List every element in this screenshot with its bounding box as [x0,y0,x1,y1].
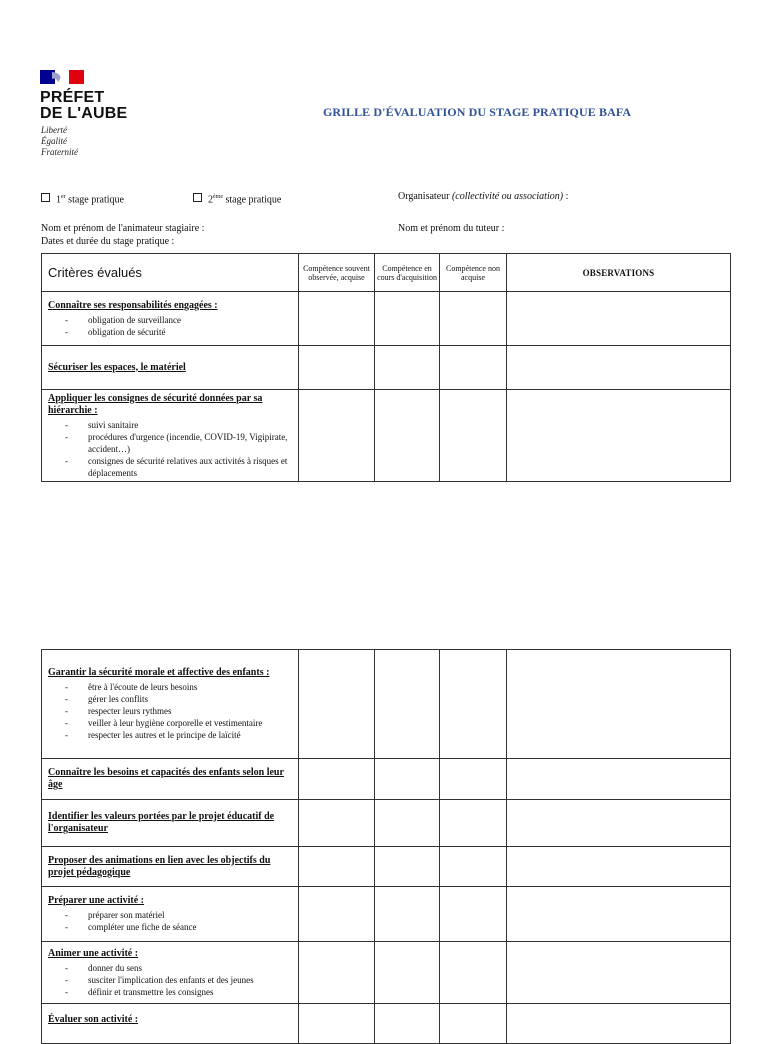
organisateur-hint: (collectivité ou association) [451,191,564,202]
col-en-cours-header: Compétence en cours d'acquisition [375,254,440,292]
observations-cell[interactable] [507,847,731,887]
en-cours-cell[interactable] [375,800,440,847]
en-cours-cell[interactable] [375,650,440,759]
table-row [42,346,731,390]
criterion-cell [42,887,299,942]
stage1-label: stage pratique [65,194,124,206]
en-cours-cell[interactable] [375,346,440,390]
table-row [42,847,731,887]
criterion-title: Garantir la sécurité morale et affective des enfants : [48,667,270,678]
criterion-title: Connaître les besoins et capacités des enfants selon leur âge [48,767,284,790]
acquise-cell[interactable] [299,942,375,1004]
document-title: GRILLE D'ÉVALUATION DU STAGE PRATIQUE BAFA [323,105,632,119]
criterion-item: - consignes de sécurité relatives aux activités à risques et déplacements [48,455,292,479]
observations-cell[interactable] [507,759,731,800]
col-acquise-header: Compétence souvent observée, acquise [299,254,375,292]
motto-egalite: Égalité [41,136,67,146]
criterion-item: - suivi sanitaire [48,419,292,431]
criterion-item: - respecter leurs rythmes [48,705,292,717]
table-row [42,759,731,800]
criteria-header: Critères évalués [42,254,299,292]
table-row [42,942,731,1004]
criterion-item: - susciter l'implication des enfants et des jeunes [48,974,292,986]
evaluation-table-2 [41,649,731,1044]
marianne-flag-logo [40,70,84,84]
non-acquise-cell[interactable] [440,800,507,847]
acquise-cell[interactable] [299,650,375,759]
criterion-cell [42,800,299,847]
table-row [42,390,731,482]
stage2-checkbox[interactable] [193,193,202,202]
non-acquise-cell[interactable] [440,346,507,390]
motto-fraternite: Fraternité [41,147,78,157]
table-header-row [42,254,731,292]
criterion-title: Appliquer les consignes de sécurité données par sa hiérarchie : [48,392,263,416]
observations-cell[interactable] [507,800,731,847]
criterion-item: - gérer les conflits [48,693,292,705]
criterion-item: - respecter les autres et le principe de laïcité [48,729,292,741]
stage2-sup: ème [213,194,223,200]
table-row [42,800,731,847]
organisateur-label: Organisateur [398,191,452,202]
observations-cell[interactable] [507,346,731,390]
non-acquise-cell[interactable] [440,942,507,1004]
acquise-cell[interactable] [299,847,375,887]
table-row [42,887,731,942]
criterion-item: - définir et transmettre les consignes [48,986,292,998]
stage2-label: stage pratique [223,194,282,206]
non-acquise-cell[interactable] [440,759,507,800]
criterion-item: - être à l'écoute de leurs besoins [48,681,292,693]
criterion-item: - obligation de surveillance [48,314,292,326]
criterion-item: - préparer son matériel [48,909,292,921]
en-cours-cell[interactable] [375,942,440,1004]
acquise-cell[interactable] [299,346,375,390]
criterion-cell [42,390,299,482]
acquise-cell[interactable] [299,800,375,847]
stage1-number: 1 [56,194,61,206]
acquise-cell[interactable] [299,390,375,482]
table-row [42,292,731,346]
en-cours-cell[interactable] [375,390,440,482]
criterion-title: Sécuriser les espaces, le matériel [48,361,186,373]
non-acquise-cell[interactable] [440,650,507,759]
criterion-title: Animer une activité : [48,947,139,959]
criterion-title: Proposer des animations en lien avec les objectifs du projet pédagogique [48,854,271,878]
observations-cell[interactable] [507,292,731,346]
criterion-cell [42,759,299,800]
non-acquise-cell[interactable] [440,887,507,942]
criterion-title: Connaître ses responsabilités engagées : [48,299,218,311]
criterion-cell [42,847,299,887]
criterion-cell [42,346,299,390]
observations-cell[interactable] [507,390,731,482]
tuteur-name-label: Nom et prénom du tuteur : [398,223,505,234]
acquise-cell[interactable] [299,759,375,800]
criterion-item: - donner du sens [48,962,292,974]
evaluation-table-1 [41,253,731,482]
observations-cell[interactable] [507,942,731,1004]
organisateur-colon: : [563,191,569,202]
en-cours-cell[interactable] [375,759,440,800]
criterion-cell [42,292,299,346]
non-acquise-cell[interactable] [440,292,507,346]
col-non-acquise-header: Compétence non acquise [440,254,507,292]
en-cours-cell[interactable] [375,292,440,346]
animateur-name-label: Nom et prénom de l'animateur stagiaire : [41,223,205,234]
organisateur-field [398,191,568,203]
criterion-title: Évaluer son activité : [48,1014,139,1025]
criterion-item: - procédures d'urgence (incendie, COVID-19, Vigipirate, accident…) [48,431,292,455]
non-acquise-cell[interactable] [440,390,507,482]
logo-line-2: DE L'AUBE [40,105,128,122]
stage2-number: 2 [208,194,213,206]
en-cours-cell[interactable] [375,847,440,887]
acquise-cell[interactable] [299,292,375,346]
observations-header: OBSERVATIONS [507,254,731,292]
criterion-item: - obligation de sécurité [48,326,292,338]
dates-label: Dates et durée du stage pratique : [41,236,175,247]
table-row [42,650,731,759]
stage1-checkbox[interactable] [41,193,50,202]
criterion-cell [42,650,299,759]
criterion-title: Identifier les valeurs portées par le projet éducatif de l'organisateur [48,811,275,834]
motto-liberte: Liberté [41,125,67,135]
observations-cell[interactable] [507,887,731,942]
non-acquise-cell[interactable] [440,847,507,887]
criterion-item: - veiller à leur hygiène corporelle et vestimentaire [48,717,292,729]
stage1-sup: er [61,194,66,200]
criterion-cell [42,942,299,1004]
criterion-item: - compléter une fiche de séance [48,921,292,933]
logo-line-1: PRÉFET [40,89,105,106]
observations-cell[interactable] [507,650,731,759]
stage2-option[interactable] [193,191,281,206]
acquise-cell[interactable] [299,887,375,942]
stage1-option[interactable] [41,191,124,206]
criterion-title: Préparer une activité : [48,895,144,906]
en-cours-cell[interactable] [375,887,440,942]
